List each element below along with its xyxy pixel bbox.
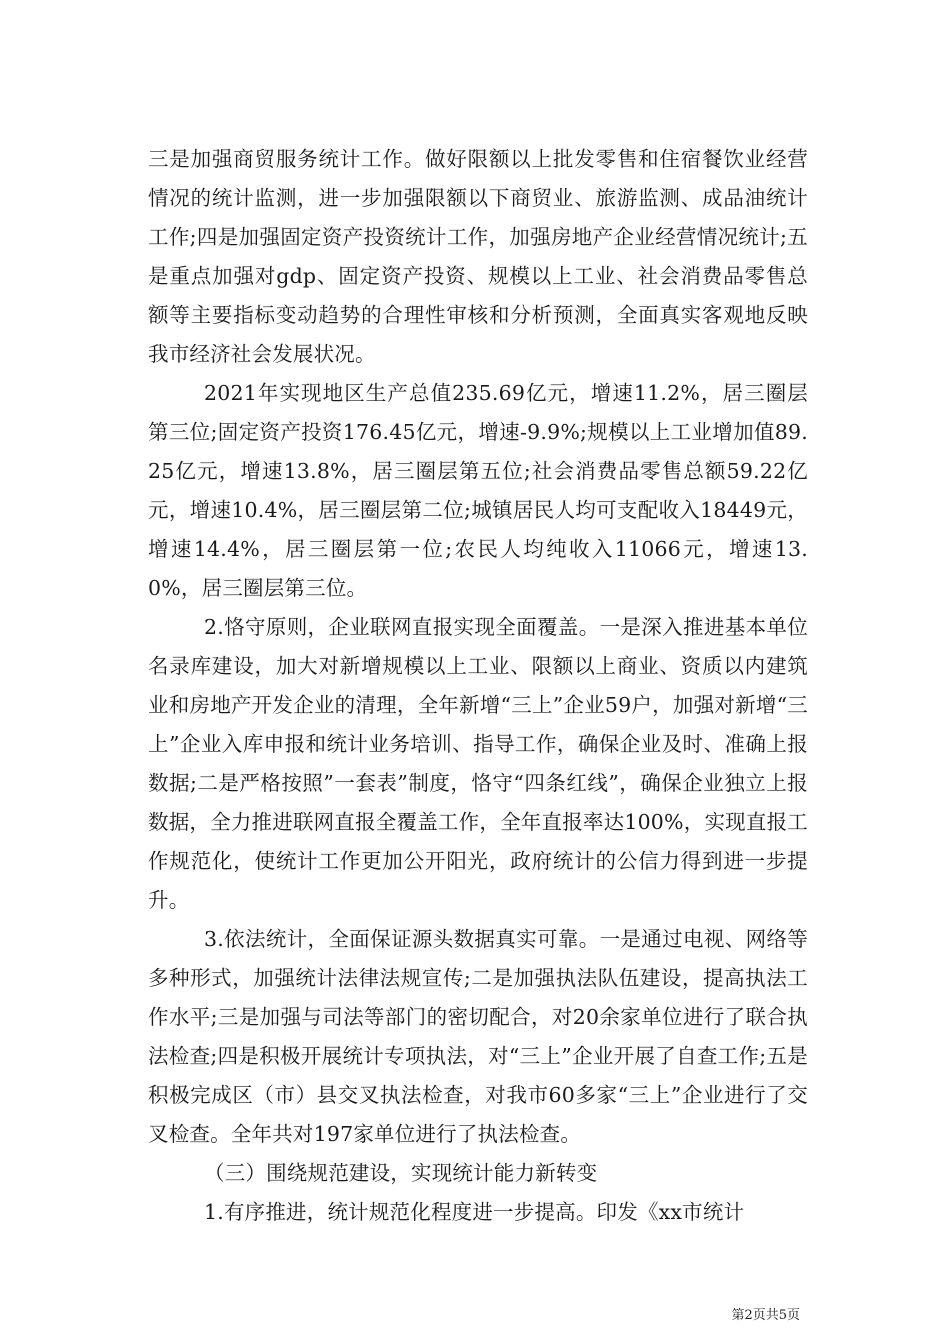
paragraph-2021-results: 2021年实现地区生产总值235.69亿元，增速11.2%，居三圈层第三位;固定资产投资176.45亿元，增速-9.9%;规模以上工业增加值89.25亿元，增速13.8%，居三圈层第五位;社会消费品零售总额59.22亿元，增速10.4%，居三圈层第二位;城镇居民人均可支配收入18449元，增速14.4%，居三圈层第一位;农民人均纯收入11066元，增速13.0%，居三圈层第三位。: [148, 381, 808, 600]
paragraph-commerce-statistics: 三是加强商贸服务统计工作。做好限额以上批发零售和住宿餐饮业经营情况的统计监测，进一步加强限额以下商贸业、旅游监测、成品油统计工作;四是加强固定资产投资统计工作，加强房地产企业经营情况统计;五是重点加强对gdp、固定资产投资、规模以上工业、社会消费品零售总额等主要指标变动趋势的合理性审核和分析预测，全面真实客观地反映我市经济社会发展状况。: [148, 147, 808, 366]
document-body: [148, 140, 808, 1232]
paragraph-online-reporting: 2.恪守原则，企业联网直报实现全面覆盖。一是深入推进基本单位名录库建设，加大对新增规模以上工业、限额以上商业、资质以内建筑业和房地产开发企业的清理，全年新增“三上”企业59户，加强对新增“三上”企业入库申报和统计业务培训、指导工作，确保企业及时、准确上报数据;二是严格按照”一套表”制度，恪守“四条红线”，确保企业独立上报数据，全力推进联网直报全覆盖工作，全年直报率达100%，实现直报工作规范化，使统计工作更加公开阳光，政府统计的公信力得到进一步提升。: [148, 615, 808, 912]
paragraph-standardization: 1.有序推进，统计规范化程度进一步提高。印发《xx市统计: [204, 1200, 745, 1224]
paragraph-lawful-statistics: 3.依法统计，全面保证源头数据真实可靠。一是通过电视、网络等多种形式，加强统计法律法规宣传;二是加强执法队伍建设，提高执法工作水平;三是加强与司法等部门的密切配合，对20余家单位进行了联合执法检查;四是积极开展统计专项执法，对“三上”企业开展了自查工作;五是积极完成区（市）县交叉执法检查，对我市60多家“三上”企业进行了交叉检查。全年共对197家单位进行了执法检查。: [148, 927, 808, 1146]
page-number-footer: 第2页共5页: [731, 1308, 800, 1323]
section-heading: （三）围绕规范建设，实现统计能力新转变: [204, 1161, 598, 1185]
